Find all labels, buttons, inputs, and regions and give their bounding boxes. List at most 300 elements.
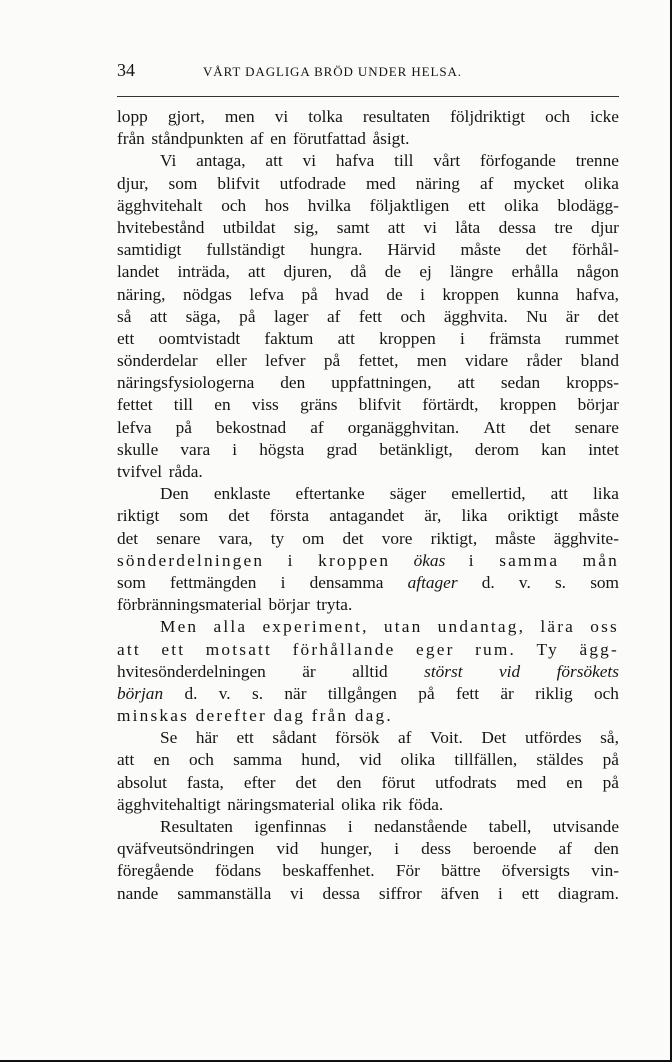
word: fasta,: [186, 772, 224, 792]
word: lefva: [249, 284, 284, 304]
word: att: [248, 262, 266, 282]
word: en: [270, 129, 287, 149]
word: djuren,: [283, 262, 332, 282]
word: qväfveutsöndringen: [117, 839, 255, 859]
page-number: 34: [117, 60, 135, 80]
word: kropps-: [566, 373, 619, 393]
word: tillgången: [327, 683, 397, 703]
word: tabell,: [488, 817, 532, 836]
word: Se: [160, 728, 178, 748]
word: låta: [455, 217, 481, 237]
emphasized-word: vid: [498, 661, 521, 681]
word: betänkligt,: [379, 439, 453, 459]
word: högsta: [259, 439, 305, 459]
emphasized-word: början: [117, 683, 164, 703]
word: på: [602, 750, 619, 770]
word: att: [117, 639, 141, 659]
word: af: [479, 173, 494, 193]
text-line: [117, 727, 619, 749]
emphasized-word: försökets: [556, 661, 619, 681]
word: det: [117, 528, 139, 548]
word: ägghvitehalt: [117, 195, 203, 215]
word: s.: [251, 683, 264, 703]
word: eftertanke: [295, 484, 365, 504]
word: ståndpunkten: [151, 129, 244, 149]
word: i: [468, 550, 476, 570]
word: olika: [341, 794, 376, 814]
word: fettet,: [358, 351, 399, 371]
word: då: [350, 262, 367, 282]
word: tvifvel: [117, 462, 163, 481]
word: dess: [421, 839, 451, 859]
word: stäldes: [536, 750, 584, 770]
word: samtidigt: [117, 240, 182, 260]
text-line: [117, 749, 619, 771]
word: s.: [554, 572, 566, 592]
word: kroppen: [442, 284, 500, 304]
word: experiment,: [262, 617, 369, 637]
word: som: [590, 572, 619, 592]
word: Resultaten: [160, 817, 233, 836]
word: fullständigt: [206, 240, 286, 260]
word: lefver: [265, 351, 306, 371]
word: rummet: [565, 328, 619, 348]
word: blifvit: [358, 395, 402, 415]
word: fett: [358, 306, 382, 326]
word: lära: [540, 617, 576, 637]
word: förutfattad: [292, 129, 366, 149]
word: eller: [216, 351, 247, 371]
page-header: [117, 60, 619, 88]
word: vidare: [465, 351, 509, 371]
word: på: [301, 284, 318, 304]
word: en: [153, 750, 170, 770]
word: rik: [382, 794, 402, 814]
text-line: [117, 550, 619, 572]
word: ett: [117, 328, 135, 348]
word: derom: [474, 439, 520, 459]
word: tolka: [308, 107, 343, 126]
word: Nu: [526, 306, 548, 326]
word: om: [302, 528, 325, 548]
text-line: [117, 838, 619, 860]
word: fettmängden: [170, 572, 257, 592]
word: att: [149, 306, 168, 326]
word: börjar: [577, 395, 619, 415]
word: oss: [590, 617, 619, 637]
word: grad: [326, 439, 358, 459]
text-line: [117, 128, 619, 150]
word: dessa: [322, 883, 360, 903]
word: att: [387, 217, 406, 237]
word: säga,: [185, 306, 221, 326]
text-line: [117, 195, 619, 217]
word: af: [397, 728, 412, 748]
text-line: [117, 394, 619, 416]
word: densamma: [309, 572, 384, 592]
word: eger: [416, 639, 455, 659]
word: gjort,: [167, 107, 205, 126]
text-line: [117, 594, 619, 616]
word: de: [386, 284, 403, 304]
text-line: [117, 261, 619, 283]
word: skulle: [117, 439, 159, 459]
word: är: [302, 661, 316, 681]
word: på: [418, 683, 435, 703]
text-line: [117, 883, 619, 905]
word: tryta.: [316, 595, 353, 615]
word: och: [545, 107, 571, 126]
word: den: [280, 373, 306, 393]
word: af: [327, 306, 341, 326]
word: alla: [213, 617, 248, 637]
word: nödgas: [182, 284, 232, 304]
word: försök: [335, 728, 380, 748]
emphasized-word: aftager: [407, 572, 458, 592]
word: ägghvitehaltigt: [117, 794, 221, 814]
word: till: [394, 151, 414, 171]
word: hafva: [335, 151, 375, 171]
word: hafva,: [576, 284, 619, 304]
word: sönderdelar: [117, 351, 198, 371]
word: råder: [526, 351, 563, 371]
text-line: [117, 328, 619, 350]
word: sammanställa: [177, 883, 272, 903]
word: förtärdt,: [422, 395, 479, 415]
word: af: [250, 129, 264, 149]
word: d.: [184, 683, 198, 703]
word: öfversigts: [501, 861, 570, 881]
word: motsatt: [205, 639, 273, 659]
word: näring,: [117, 284, 166, 304]
word: inträda,: [177, 262, 230, 282]
word: från: [311, 706, 349, 726]
word: Vi: [160, 151, 177, 171]
word: i: [394, 839, 400, 859]
word: vårt: [433, 151, 461, 171]
word: absolut: [117, 772, 167, 792]
word: i: [347, 817, 353, 836]
word: oriktigt: [507, 506, 559, 526]
word: siffror: [378, 883, 422, 903]
word: bland: [580, 351, 619, 371]
word: Voit.: [429, 728, 463, 748]
word: antaga,: [196, 151, 246, 171]
word: kroppen: [318, 550, 391, 570]
word: lika: [593, 484, 619, 504]
word: vid: [359, 750, 382, 770]
word: dag: [273, 706, 306, 726]
word: med: [516, 772, 547, 792]
word: åsigt.: [372, 129, 410, 149]
word: sönderdelningen: [117, 550, 265, 570]
text-line: [117, 372, 619, 394]
word: hungra.: [310, 240, 363, 260]
word: dessa: [498, 217, 537, 237]
word: som: [168, 173, 198, 193]
word: intet: [588, 439, 619, 459]
word: diagram.: [557, 883, 619, 903]
word: kroppen: [379, 328, 436, 348]
word: ett: [161, 639, 186, 659]
body-text: [117, 106, 619, 905]
word: den: [593, 839, 619, 859]
word: mycket: [513, 173, 565, 193]
word: att: [337, 328, 355, 348]
word: i: [280, 572, 286, 592]
word: utbildat: [222, 217, 276, 237]
word: så,: [600, 728, 619, 748]
word: någon: [576, 262, 619, 282]
word: erhålla: [511, 262, 559, 282]
word: äfven: [440, 883, 480, 903]
word: organägghvitan.: [347, 417, 460, 437]
word: föregående: [117, 861, 194, 881]
text-line: [117, 284, 619, 306]
word: Härvid: [387, 240, 436, 260]
word: och: [400, 306, 426, 326]
header-rule: [117, 96, 619, 97]
word: lefva: [117, 417, 152, 437]
word: vi: [423, 217, 437, 237]
text-line: [117, 794, 619, 816]
word: det: [228, 506, 250, 526]
word: Att: [483, 417, 506, 437]
word: som: [117, 572, 146, 592]
word: vid: [276, 839, 299, 859]
word: olika: [400, 750, 436, 770]
word: de: [384, 262, 402, 282]
word: näringsfysiologerna: [117, 373, 255, 393]
word: här: [195, 728, 218, 748]
word: på: [175, 417, 192, 437]
word: längre: [450, 262, 494, 282]
word: senare: [156, 528, 201, 548]
word: måste: [495, 528, 536, 548]
word: förbränningsmaterial: [117, 595, 262, 615]
word: derefter: [195, 706, 267, 726]
word: fettet: [117, 395, 153, 415]
text-line: [117, 639, 619, 661]
word: lager: [273, 306, 309, 326]
word: dag.: [354, 706, 393, 726]
text-line: [117, 705, 619, 727]
word: det: [295, 772, 317, 792]
word: bekostnad: [216, 417, 287, 437]
word: hvilka: [307, 195, 351, 215]
word: af: [310, 417, 324, 437]
word: utan: [383, 617, 423, 637]
word: i: [232, 439, 238, 459]
word: tillfällen,: [454, 750, 518, 770]
word: utfodrats: [435, 772, 497, 792]
word: det: [342, 528, 364, 548]
word: rum.: [475, 639, 517, 659]
word: landet: [117, 262, 160, 282]
word: ett: [521, 883, 540, 903]
word: uppfattningen,: [331, 373, 432, 393]
word: hos: [264, 195, 289, 215]
word: Ty: [536, 639, 559, 659]
word: ett: [236, 728, 254, 748]
word: i: [498, 883, 503, 903]
word: bättre: [441, 861, 481, 881]
word: den: [336, 772, 362, 792]
text-line: [117, 661, 619, 683]
word: hvitebestånd: [117, 217, 205, 237]
word: d.: [481, 572, 495, 592]
word: utfördes: [524, 728, 582, 748]
word: ägghvita.: [443, 306, 508, 326]
word: följaktligen: [369, 195, 450, 215]
text-line: [117, 683, 619, 705]
word: oomtvistadt: [158, 328, 241, 348]
word: första: [269, 506, 310, 526]
word: hund,: [301, 750, 341, 770]
word: vi: [302, 151, 317, 171]
text-line: [117, 306, 619, 328]
word: och: [593, 683, 619, 703]
word: sig,: [293, 217, 319, 237]
word: mån: [582, 550, 619, 570]
word: lopp: [117, 107, 148, 126]
word: icke: [590, 107, 619, 126]
word: sedan: [500, 373, 541, 393]
word: riktigt,: [430, 528, 478, 548]
word: faktum: [264, 328, 314, 348]
word: säger: [389, 484, 427, 504]
word: hvad: [335, 284, 369, 304]
text-line: [117, 417, 619, 439]
word: antagandet: [329, 506, 405, 526]
text-line: [117, 461, 619, 483]
word: kan: [541, 439, 567, 459]
word: hvitesönderdelningen: [117, 661, 266, 681]
word: näringsmaterial: [227, 794, 335, 814]
word: råda.: [168, 462, 203, 481]
word: det: [525, 240, 547, 260]
text-line: [117, 217, 619, 239]
word: förhållande: [292, 639, 396, 659]
word: kunna: [516, 284, 559, 304]
word: på: [239, 306, 256, 326]
word: lika: [461, 506, 488, 526]
word: minskas: [117, 706, 190, 726]
word: nedanstående: [374, 817, 468, 836]
word: beskaffenhet.: [282, 861, 375, 881]
word: vore: [381, 528, 413, 548]
word: att: [265, 151, 283, 171]
word: att: [457, 373, 475, 393]
word: vi: [290, 883, 304, 903]
word: För: [395, 861, 420, 881]
word: samt: [336, 217, 370, 237]
text-line: [117, 860, 619, 882]
word: Men: [160, 617, 199, 637]
word: blifvit: [217, 173, 260, 193]
word: så: [117, 306, 132, 326]
word: vi: [274, 107, 289, 126]
word: senare: [574, 417, 619, 437]
word: ty: [270, 528, 285, 548]
word: v.: [218, 683, 231, 703]
word: är,: [424, 506, 442, 526]
running-title: VÅRT DAGLIGA BRÖD UNDER HELSA.: [203, 64, 462, 79]
word: riktigt: [117, 506, 160, 526]
word: ej: [419, 262, 432, 282]
text-line: [117, 772, 619, 794]
text-line: [117, 616, 619, 638]
word: olika: [584, 173, 619, 193]
emphasized-word: störst: [424, 661, 463, 681]
word: utfodrade: [279, 173, 346, 193]
word: förfogande: [480, 151, 556, 171]
word: i: [460, 328, 465, 348]
word: viss: [251, 395, 279, 415]
word: börjar: [268, 595, 310, 615]
word: Den: [160, 484, 189, 504]
word: igenfinnas: [254, 817, 327, 836]
word: i: [287, 550, 295, 570]
word: trenne: [575, 151, 619, 171]
word: djur: [591, 217, 619, 237]
emphasized-word: ökas: [413, 550, 446, 570]
word: föda.: [408, 794, 444, 814]
word: och: [188, 750, 214, 770]
word: ägg-: [579, 639, 619, 659]
word: alltid: [352, 661, 388, 681]
word: undantag,: [437, 617, 526, 637]
word: men: [224, 107, 255, 126]
word: af: [558, 839, 572, 859]
text-line: [117, 572, 619, 594]
word: Det: [481, 728, 507, 748]
word: när: [284, 683, 307, 703]
word: ägghvite-: [553, 528, 619, 548]
word: enklaste: [213, 484, 271, 504]
word: näring: [415, 173, 460, 193]
text-line: [117, 505, 619, 527]
text-line: [117, 173, 619, 195]
word: fett: [455, 683, 479, 703]
word: vara: [180, 439, 211, 459]
text-line: [117, 439, 619, 461]
word: från: [117, 129, 145, 149]
word: samma: [499, 550, 560, 570]
word: en: [566, 772, 583, 792]
word: men: [416, 351, 447, 371]
word: emellertid,: [451, 484, 526, 504]
word: till: [173, 395, 193, 415]
word: är: [565, 306, 580, 326]
word: på: [602, 772, 619, 792]
text-line: [117, 528, 619, 550]
word: gräns: [300, 395, 338, 415]
word: riklig: [535, 683, 573, 703]
word: som: [179, 506, 209, 526]
word: efter: [243, 772, 276, 792]
word: i: [420, 284, 425, 304]
word: följdriktigt: [450, 107, 526, 126]
word: är: [500, 683, 514, 703]
text-line: [117, 150, 619, 172]
text-line: [117, 239, 619, 261]
word: att: [117, 750, 135, 770]
word: förut: [381, 772, 416, 792]
word: nande: [117, 883, 159, 903]
word: förhål-: [571, 240, 619, 260]
word: måste: [578, 506, 619, 526]
